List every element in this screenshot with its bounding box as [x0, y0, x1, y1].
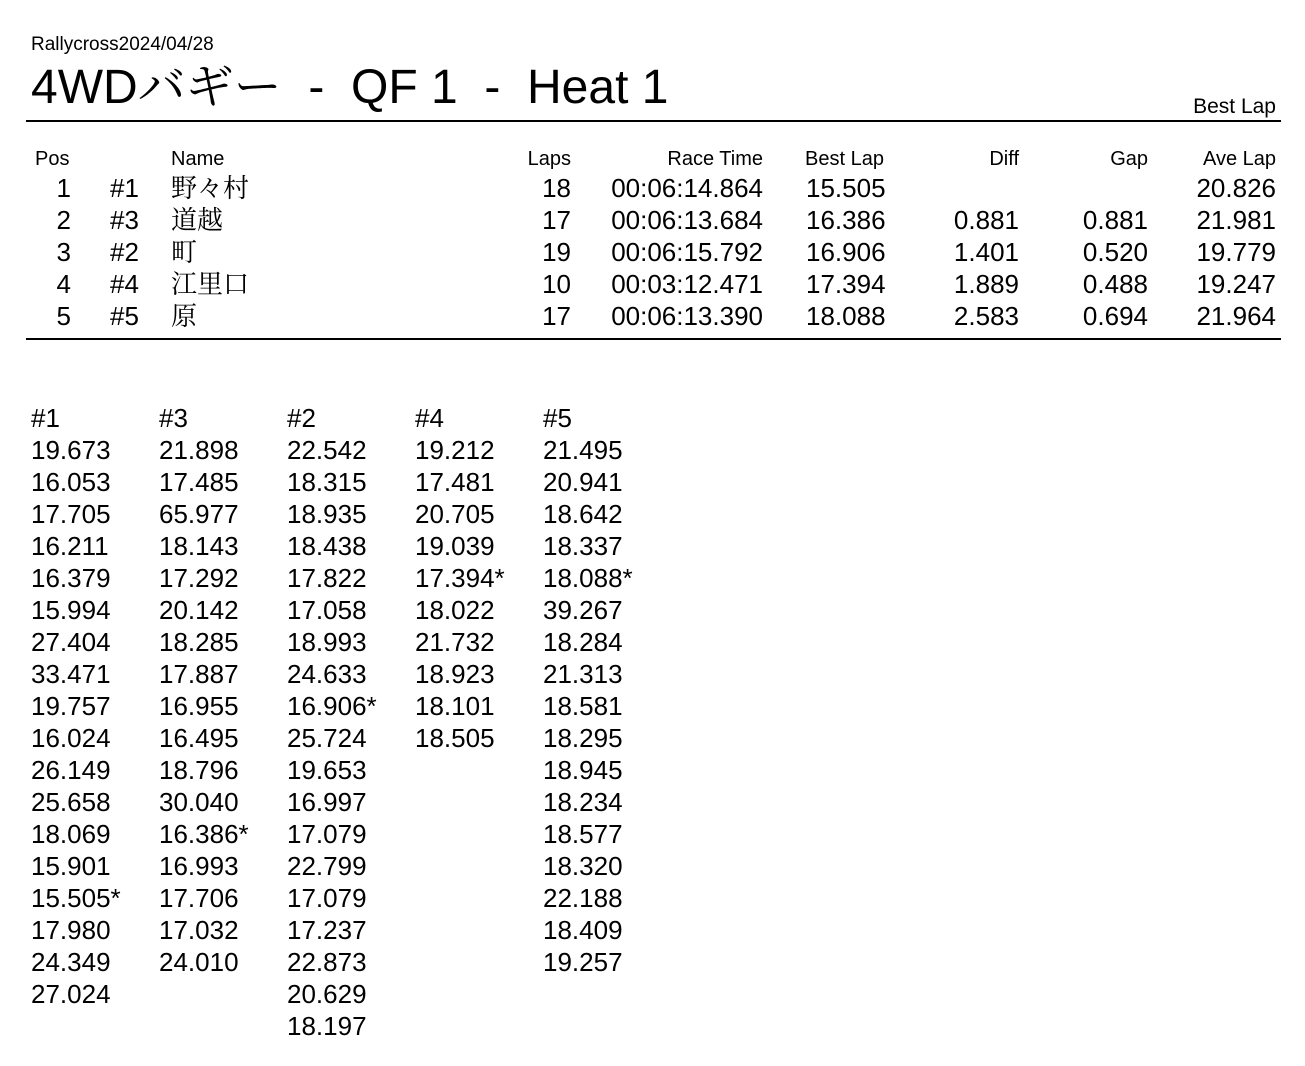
lap-time: 16.993 [159, 851, 239, 881]
result-row [0, 300, 1305, 332]
lap-column [415, 402, 535, 754]
lap-time: 17.485 [159, 467, 239, 497]
lap-time: 17.705 [31, 499, 111, 529]
lap-time: 25.658 [31, 787, 111, 817]
lap-column [287, 402, 407, 1042]
cell-car-number: #2 [110, 237, 139, 267]
header-best-lap: Best Lap [805, 148, 884, 170]
lap-time: 16.024 [31, 723, 111, 753]
cell-driver-name: 江里口 [171, 269, 250, 299]
cell-diff: 2.583 [953, 301, 1019, 331]
cell-laps: 18 [542, 173, 571, 203]
lap-time: 22.542 [287, 435, 367, 465]
cell-best-lap: 16.386 [806, 205, 886, 235]
lap-time: 17.980 [31, 915, 111, 945]
lap-time: 22.873 [287, 947, 367, 977]
lap-time: 24.633 [287, 659, 367, 689]
lap-time: 20.629 [287, 979, 367, 1009]
results-table [0, 146, 1305, 332]
result-row [0, 268, 1305, 300]
top-divider [26, 120, 1281, 122]
lap-time: 24.349 [31, 947, 111, 977]
cell-ave-lap: 19.247 [1196, 269, 1276, 299]
cell-driver-name: 野々村 [171, 173, 250, 203]
cell-race-time: 00:06:15.792 [611, 237, 763, 267]
lap-time: 18.993 [287, 627, 367, 657]
cell-car-number: #5 [110, 301, 139, 331]
lap-time: 17.079 [287, 883, 367, 913]
cell-race-time: 00:06:14.864 [611, 173, 763, 203]
cell-diff: 1.401 [953, 237, 1019, 267]
lap-time: 21.898 [159, 435, 239, 465]
lap-column-car-number: #1 [31, 403, 60, 433]
lap-time: 19.673 [31, 435, 111, 465]
cell-gap: 0.881 [1082, 205, 1148, 235]
cell-car-number: #3 [110, 205, 139, 235]
lap-time: 17.292 [159, 563, 239, 593]
lap-time: 18.577 [543, 819, 623, 849]
lap-time: 18.197 [287, 1011, 367, 1041]
lap-time: 18.234 [543, 787, 623, 817]
lap-time: 20.705 [415, 499, 495, 529]
cell-race-time: 00:06:13.684 [611, 205, 763, 235]
lap-time: 27.404 [31, 627, 111, 657]
lap-column-car-number: #4 [415, 403, 444, 433]
lap-time: 65.977 [159, 499, 239, 529]
lap-time: 18.409 [543, 915, 623, 945]
cell-pos: 2 [56, 205, 71, 235]
lap-time: 17.706 [159, 883, 239, 913]
cell-car-number: #1 [110, 173, 139, 203]
cell-race-time: 00:06:13.390 [611, 301, 763, 331]
lap-time: 15.994 [31, 595, 111, 625]
header-diff: Diff [989, 148, 1019, 170]
header-ave-lap: Ave Lap [1202, 148, 1276, 170]
sort-label: Best Lap [1193, 95, 1276, 118]
lap-time: 33.471 [31, 659, 111, 689]
cell-pos: 5 [56, 301, 71, 331]
lap-time: 21.495 [543, 435, 623, 465]
cell-best-lap: 18.088 [806, 301, 886, 331]
lap-time: 25.724 [287, 723, 367, 753]
cell-driver-name: 町 [171, 237, 198, 267]
lap-time: 18.581 [543, 691, 623, 721]
cell-pos: 3 [56, 237, 71, 267]
lap-time: 17.887 [159, 659, 239, 689]
cell-car-number: #4 [110, 269, 139, 299]
lap-time: 16.379 [31, 563, 111, 593]
result-row [0, 236, 1305, 268]
lap-time: 17.481 [415, 467, 495, 497]
cell-gap: 0.694 [1082, 301, 1148, 331]
lap-time: 19.039 [415, 531, 495, 561]
cell-laps: 19 [542, 237, 571, 267]
lap-time: 18.438 [287, 531, 367, 561]
cell-ave-lap: 19.779 [1196, 237, 1276, 267]
lap-time: 18.295 [543, 723, 623, 753]
lap-time: 21.313 [543, 659, 623, 689]
cell-driver-name: 原 [171, 301, 198, 331]
cell-best-lap: 16.906 [806, 237, 886, 267]
lap-time: 16.053 [31, 467, 111, 497]
lap-time: 18.796 [159, 755, 239, 785]
lap-time: 17.079 [287, 819, 367, 849]
cell-driver-name: 道越 [171, 205, 224, 235]
lap-time: 18.642 [543, 499, 623, 529]
lap-time: 16.997 [287, 787, 367, 817]
cell-ave-lap: 21.964 [1196, 301, 1276, 331]
lap-time: 18.505 [415, 723, 495, 753]
header-pos: Pos [35, 148, 70, 170]
event-date: Rallycross2024/04/28 [31, 34, 214, 55]
lap-time: 18.069 [31, 819, 111, 849]
cell-laps: 17 [542, 205, 571, 235]
lap-time: 18.337 [543, 531, 623, 561]
cell-ave-lap: 20.826 [1196, 173, 1276, 203]
lap-time: 19.212 [415, 435, 495, 465]
lap-time: 18.284 [543, 627, 623, 657]
lap-column [159, 402, 279, 978]
lap-column-car-number: #2 [287, 403, 316, 433]
cell-laps: 17 [542, 301, 571, 331]
header-laps: Laps [527, 148, 571, 170]
lap-column [543, 402, 663, 978]
header-name: Name [171, 148, 225, 170]
lap-time: 20.142 [159, 595, 239, 625]
lap-time: 18.315 [287, 467, 367, 497]
lap-time: 18.101 [415, 691, 495, 721]
cell-diff: 1.889 [953, 269, 1019, 299]
lap-time: 18.935 [287, 499, 367, 529]
lap-time: 18.923 [415, 659, 495, 689]
cell-ave-lap: 21.981 [1196, 205, 1276, 235]
lap-time: 15.505* [31, 883, 121, 913]
lap-time: 19.653 [287, 755, 367, 785]
cell-diff: 0.881 [953, 205, 1019, 235]
lap-time: 18.143 [159, 531, 239, 561]
lap-time: 30.040 [159, 787, 239, 817]
lap-time: 16.906* [287, 691, 377, 721]
lap-time: 16.211 [31, 531, 109, 561]
lap-time: 19.757 [31, 691, 111, 721]
lap-time: 20.941 [543, 467, 623, 497]
cell-race-time: 00:03:12.471 [611, 269, 763, 299]
cell-gap: 0.520 [1082, 237, 1148, 267]
lap-time: 18.022 [415, 595, 495, 625]
lap-time: 18.285 [159, 627, 239, 657]
results-header-row [0, 146, 1305, 172]
result-row [0, 204, 1305, 236]
lap-time: 16.955 [159, 691, 239, 721]
lap-column-car-number: #5 [543, 403, 572, 433]
lap-time: 18.320 [543, 851, 623, 881]
cell-laps: 10 [542, 269, 571, 299]
lap-time: 17.237 [287, 915, 367, 945]
lap-time: 16.386* [159, 819, 249, 849]
lap-time: 21.732 [415, 627, 495, 657]
lap-time: 18.945 [543, 755, 623, 785]
lap-time: 18.088* [543, 563, 633, 593]
lap-time: 22.188 [543, 883, 623, 913]
cell-best-lap: 15.505 [806, 173, 886, 203]
cell-best-lap: 17.394 [806, 269, 886, 299]
lap-time: 17.058 [287, 595, 367, 625]
lap-time: 39.267 [543, 595, 623, 625]
lap-time: 22.799 [287, 851, 367, 881]
bottom-divider [26, 338, 1281, 340]
lap-time: 27.024 [31, 979, 111, 1009]
result-row [0, 172, 1305, 204]
lap-time: 17.822 [287, 563, 367, 593]
page-title: 4WDバギー - QF 1 - Heat 1 [31, 61, 669, 114]
lap-column-car-number: #3 [159, 403, 188, 433]
lap-column [31, 402, 151, 1010]
cell-pos: 1 [56, 173, 71, 203]
lap-time: 26.149 [31, 755, 111, 785]
header-gap: Gap [1110, 148, 1148, 170]
lap-time: 15.901 [31, 851, 111, 881]
lap-time: 16.495 [159, 723, 239, 753]
cell-pos: 4 [56, 269, 71, 299]
lap-time: 19.257 [543, 947, 623, 977]
lap-time: 17.394* [415, 563, 505, 593]
lap-time: 24.010 [159, 947, 239, 977]
header-race-time: Race Time [667, 148, 763, 170]
lap-time: 17.032 [159, 915, 239, 945]
cell-gap: 0.488 [1082, 269, 1148, 299]
